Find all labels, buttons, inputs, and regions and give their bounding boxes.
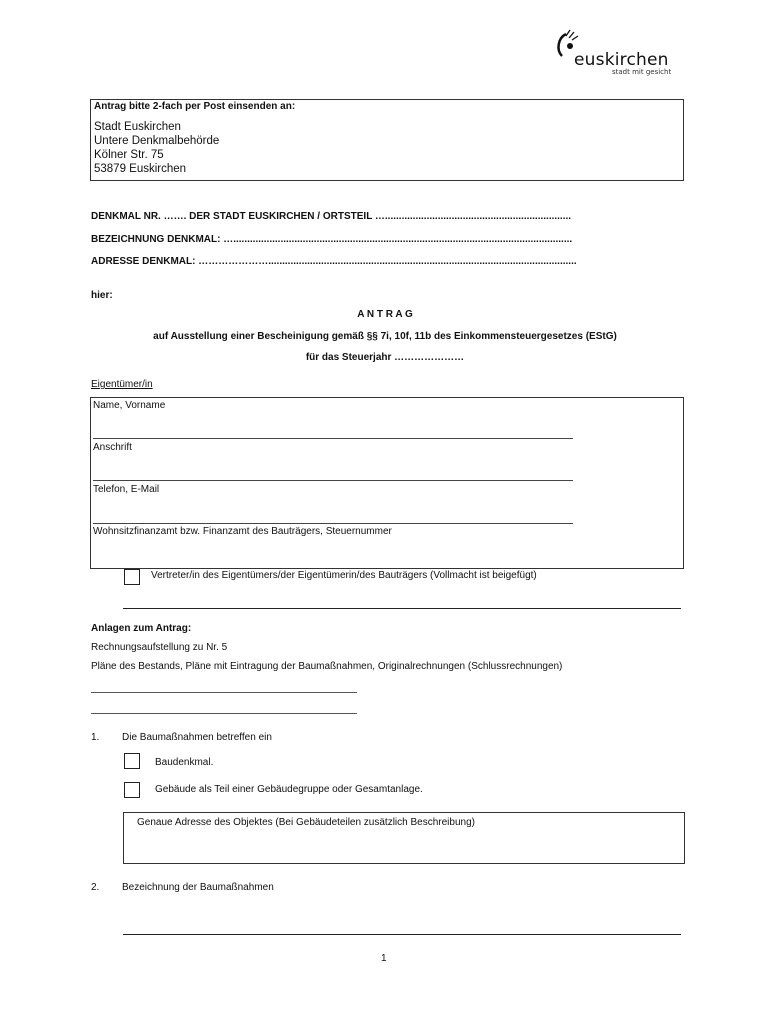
page-number: 1 (381, 953, 387, 964)
attachments-title: Anlagen zum Antrag: (91, 623, 192, 634)
address-box (90, 99, 684, 181)
attachment-item: Pläne des Bestands, Pläne mit Eintragung der Baumaßnahmen, Originalrechnungen (Schlussrechnungen) (91, 661, 563, 672)
field-adresse-denkmal[interactable]: ADRESSE DENKMAL: …………………............................................................................................................... (91, 256, 577, 267)
object-address-box[interactable] (123, 812, 685, 864)
logo-wordmark: euskirchen (574, 50, 669, 70)
section2-text: Bezeichnung der Baumaßnahmen (122, 882, 274, 893)
owner-taxoffice-label: Wohnsitzfinanzamt bzw. Finanzamt des Bauträgers, Steuernummer (93, 526, 392, 537)
field-bezeichnung-denkmal[interactable]: BEZEICHNUNG DENKMAL: ….......................................................................................................................... (91, 234, 573, 245)
gebaeudegruppe-checkbox[interactable] (124, 782, 140, 798)
owner-contact-label: Telefon, E-Mail (93, 484, 160, 495)
owner-contact-line[interactable] (93, 523, 573, 524)
representative-signature-line[interactable] (123, 608, 681, 609)
logo-tagline: stadt mit gesicht (612, 68, 672, 76)
owner-box (90, 397, 684, 569)
section2-input-line[interactable] (123, 934, 681, 935)
city-logo (552, 28, 682, 80)
owner-address-line[interactable] (93, 480, 573, 481)
representative-checkbox[interactable] (124, 569, 140, 585)
object-address-label: Genaue Adresse des Objektes (Bei Gebäudeteilen zusätzlich Beschreibung) (137, 817, 475, 828)
attachment-extra-line[interactable] (91, 713, 357, 714)
address-line: Kölner Str. 75 (94, 149, 164, 161)
tax-year-field[interactable]: für das Steuerjahr ………………… (305, 352, 465, 363)
section2-number: 2. (91, 882, 100, 893)
owner-address-label: Anschrift (93, 442, 132, 453)
field-denkmal-nr[interactable]: DENKMAL NR. ……. DER STADT EUSKIRCHEN / ORTSTEIL …................................................................... (91, 211, 572, 222)
address-line: Stadt Euskirchen (94, 121, 181, 133)
owner-name-line[interactable] (93, 438, 573, 439)
representative-label: Vertreter/in des Eigentümers/der Eigentümerin/des Bauträgers (Vollmacht ist beigefügt) (151, 570, 537, 581)
baudenkmal-checkbox[interactable] (124, 753, 140, 769)
antrag-heading: A N T R A G (357, 309, 413, 320)
antrag-subtitle: auf Ausstellung einer Bescheinigung gemäß §§ 7i, 10f, 11b des Einkommensteuergesetzes (EStG) (153, 331, 617, 342)
hier-label: hier: (91, 290, 113, 301)
baudenkmal-label: Baudenkmal. (155, 757, 214, 768)
address-line: Untere Denkmalbehörde (94, 135, 220, 147)
owner-name-label: Name, Vorname (93, 400, 166, 411)
owner-section-label: Eigentümer/in (91, 379, 153, 390)
section1-text: Die Baumaßnahmen betreffen ein (122, 732, 272, 743)
section1-number: 1. (91, 732, 100, 743)
address-line: 53879 Euskirchen (94, 163, 187, 175)
address-box-title: Antrag bitte 2-fach per Post einsenden an: (94, 101, 296, 112)
attachment-extra-line[interactable] (91, 692, 357, 693)
attachment-item: Rechnungsaufstellung zu Nr. 5 (91, 642, 228, 653)
gebaeudegruppe-label: Gebäude als Teil einer Gebäudegruppe oder Gesamtanlage. (155, 784, 423, 795)
